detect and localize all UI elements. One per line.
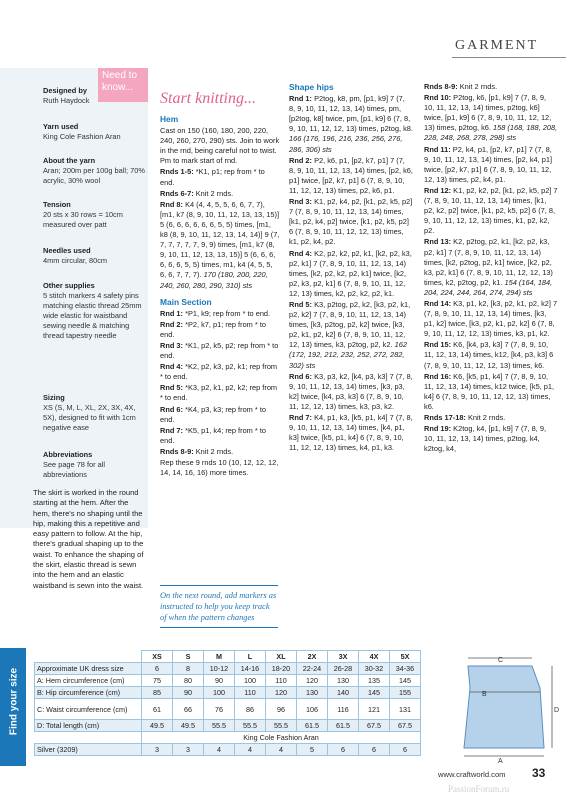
main-rnd-7: [160, 426, 280, 446]
row-label: Rnd 8:: [160, 199, 183, 209]
row-text: *P2, k7, p1; rep from * to end.: [160, 319, 266, 339]
size-header: M: [204, 651, 235, 663]
row-text: K6, [k4, p3, k3] 7 (7, 8, 9, 10, 11, 12, 13, 14) times, k12, [k4, p3, k3] 6 (7, 8, 9, 10, 11, 12, 12, 13) times, k6.: [424, 340, 554, 370]
table-cell: 80: [173, 675, 204, 687]
row-label: C: Waist circumference (cm): [35, 699, 142, 720]
main-repeat: Rep these 9 rnds 10 (10, 12, 12, 12, 14, 14, 16, 16) more times.: [160, 458, 279, 478]
shape-rnds-17-18: [424, 413, 558, 423]
row-text: P2tog, k8, pm, [p1, k9] 7 (7, 8, 9, 10, 11, 12, 13, 14) times, pm, [p2tog, k8] twice, pm, [p1, k9] 6 (7, 8, 9, 10, 11, 12, 12, 13) times, p2tog, k8.: [289, 94, 413, 134]
shape-rnd-11: [424, 145, 558, 185]
row-label: Rnd 6:: [160, 404, 183, 414]
table-cell: 155: [390, 687, 421, 699]
table-cell: 66: [173, 699, 204, 720]
need-to-know-badge: Need to know...: [98, 68, 148, 102]
row-text: K2tog, k4, [p1, k9] 7 (7, 8, 9, 10, 11, 12, 13, 14) times, p2tog, k4, k2tog, k4,: [424, 424, 547, 454]
table-cell: 4: [235, 744, 266, 756]
table-cell: 6: [142, 663, 173, 675]
table-cell: 120: [297, 675, 328, 687]
main-rnd-2: [160, 320, 280, 340]
table-cell: 30-32: [359, 663, 390, 675]
table-cell: 18-20: [266, 663, 297, 675]
row-label: Rnd 13:: [424, 237, 452, 247]
abbreviations-heading: Abbreviations: [43, 450, 93, 459]
row-label: Rnd 10:: [424, 93, 452, 103]
shape-rnd-14: [424, 299, 558, 339]
hem-rnds-6-7: [160, 189, 280, 199]
shape-rnd-16: [424, 372, 558, 412]
label-d: D: [554, 707, 560, 714]
shape-rnd-2: [289, 156, 413, 196]
size-header: S: [173, 651, 204, 663]
table-row: [35, 663, 421, 675]
main-rnd-5: [160, 383, 280, 403]
table-row: [35, 699, 421, 720]
yarn-row-label: King Cole Fashion Aran: [142, 732, 421, 744]
about-yarn-heading: About the yarn: [43, 156, 96, 165]
skirt-shape: [464, 666, 544, 748]
table-cell: 90: [173, 687, 204, 699]
table-row: [35, 675, 421, 687]
intro-paragraph: The skirt is worked in the round starting at the hem. After the hem, there's no shaping until the hip, making this a repetitive and easy pattern to follow. At the hip, there's gradual shaping up to the waist. To enhance the shaping of the skirt, elastic thread is sewn into the hem and an elastic waistband is sewn into the waist.: [33, 488, 144, 590]
row-label: Rnd 15:: [424, 340, 452, 350]
needles-block: [43, 246, 147, 266]
row-text: K1, p2, k4, p2, [k1, p2, k5, p2] 7 (7, 8, 9, 10, 11, 12, 13, 14) times, [k1, p2, k4, p2] twice, [k1, p2, k5, p2] 6 (7, 8, 9, 10, 11, 12, 12, 13) times, k1, p2, k4, p2.: [289, 197, 413, 247]
size-header: XL: [266, 651, 297, 663]
page-number: 33: [532, 766, 546, 780]
row-label: Rnd 1:: [289, 94, 312, 104]
row-text: P2tog, k6, [p1, k9] 7 (7, 8, 9, 10, 11, 12, 13, 14) times, p2tog, k6] twice, [p1, k9] 6 (7, 8, 9, 10, 11, 12, 12, 13) times, p2tog, k6.: [424, 93, 552, 133]
table-cell: 34-36: [390, 663, 421, 675]
skirt-schematic-diagram: [448, 652, 560, 764]
table-row: [35, 687, 421, 699]
row-text: K3, p2tog, p2, k2, [k3, p2, k1, p2, k2] 7 (7, 8, 9, 10, 11, 12, 13, 14) times, [k3, p2tog, p2, k2] twice, [k3, p2, k1, p2, k2] 6 (7, 8, 9, 10, 11, 12, 12, 13) times, k3, p2tog, p2, k2.: [289, 299, 411, 350]
size-header: 5X: [390, 651, 421, 663]
silver-row: [35, 744, 421, 756]
row-label: Rnd 12:: [424, 185, 452, 195]
size-header: 4X: [359, 651, 390, 663]
table-cell: 116: [328, 699, 359, 720]
table-cell: 55.5: [266, 720, 297, 732]
row-label: D: Total length (cm): [35, 720, 142, 732]
row-text: K3, p1, k2, [k3, p2, k1, p2, k2] 7 (7, 8, 9, 10, 11, 12, 13, 14) times, [k3, p1, k2] twice, [k3, p2, k1, p2, k2] 6 (7, 8, 9, 10, 11, 12, 12, 13) times, k3, p1, k2.: [424, 298, 558, 339]
table-cell: 5: [297, 744, 328, 756]
sizing-heading: Sizing: [43, 393, 65, 402]
tension-value: 20 sts x 30 rows = 10cm measured over patt: [43, 210, 123, 229]
table-cell: 100: [235, 675, 266, 687]
table-cell: 135: [359, 675, 390, 687]
shape-rnd-6: [289, 372, 413, 412]
table-cell: 140: [328, 687, 359, 699]
shape-hips-section: [289, 82, 413, 454]
row-label: Rnd 5:: [160, 383, 183, 393]
main-rnd-3: [160, 341, 280, 361]
table-cell: 110: [266, 675, 297, 687]
row-label: Rnds 1-5:: [160, 167, 194, 177]
table-row: [35, 720, 421, 732]
row-label: Rnd 7:: [289, 413, 312, 422]
size-header-row: [35, 651, 421, 663]
main-rnd-1: [160, 309, 280, 319]
row-text: K2, p2, k2, p2, k1, [k2, p2, k3, p2, k1] 7 (7, 8, 9, 10, 11, 12, 13, 14) times, [k2, p2, k2, p2, k1] twice, [k2, p2, k3, p2, k1] 6 (7, 8, 9, 10, 11, 12, 12, 13) times, k2, p2, k2, p2, k1.: [289, 248, 412, 298]
size-table: [34, 650, 421, 756]
row-label: Rnd 2:: [289, 155, 312, 165]
row-label: Rnd 6:: [289, 371, 312, 381]
row-text: K4, p1, k3, [k5, p1, k4] 7 (7, 8, 9, 10, 11, 12, 13, 14) times, [k4, p1, k3] twice, [k5, p1, k4] 6 (7, 8, 9, 10, 11, 12, 12, 13) times, k4, p1, k3.: [289, 413, 413, 453]
stitch-count: 170 (180, 200, 220, 240, 260, 280, 290, 310) sts: [160, 270, 268, 290]
table-cell: 49.5: [173, 720, 204, 732]
cast-on-text: Cast on 150 (160, 180, 200, 220, 240, 260, 270, 290) sts. Join to work in the rnd, being careful not to twist. Pm to mark start of rnd.: [160, 126, 280, 166]
table-cell: 145: [390, 675, 421, 687]
hem-rnds-1-5: [160, 167, 280, 187]
row-label: Approximate UK dress size: [35, 663, 142, 675]
designed-by-heading: Designed by: [43, 86, 87, 95]
stitch-count: 162 (172, 192, 212, 232, 252, 272, 282, 302) sts: [289, 340, 407, 370]
row-text: *P1, k9; rep from * to end.: [185, 308, 271, 318]
table-cell: 3: [142, 744, 173, 756]
needles-value: 4mm circular, 80cm: [43, 256, 108, 265]
row-label: Rnds 8-9:: [160, 446, 194, 456]
row-text: Knit 2 rnds.: [459, 82, 498, 91]
footer-url: www.craftworld.com: [438, 770, 506, 779]
yarn-row-blank: [35, 732, 142, 744]
row-text: Knit 2 rnds.: [195, 446, 234, 456]
row-label: Rnd 5:: [289, 299, 312, 309]
table-cell: 86: [235, 699, 266, 720]
yarn-value: King Cole Fashion Aran: [43, 132, 121, 141]
supplies-value: 5 stitch markers 4 safety pins matching elastic thread 25mm wide elastic for waistband sewing needle & matching thread tapestry needle: [43, 291, 142, 340]
table-cell: 55.5: [204, 720, 235, 732]
table-cell: 130: [297, 687, 328, 699]
table-cell: 22-24: [297, 663, 328, 675]
table-cell: 96: [266, 699, 297, 720]
about-yarn-block: [43, 156, 147, 186]
hem-section: [160, 114, 280, 479]
row-text: *K2, p2, k3, p2, k1; rep from * to end.: [160, 362, 278, 382]
sizing-block: [43, 393, 147, 433]
shape-rnd-12: [424, 186, 558, 236]
row-label: Rnd 7:: [160, 425, 183, 435]
table-cell: 120: [266, 687, 297, 699]
main-rnds-8-9: [160, 447, 280, 457]
shape-rnd-7: [289, 413, 413, 453]
row-text: K4 (4, 4, 5, 5, 6, 6, 7, 7), [m1, k7 (8, 9, 10, 11, 12, 13, 13, 15)] 5 (6, 6, 6, 6, 6, 6, 5, 5) times, [m1, k8 (8, 9, 10, 11, 12, 13, 14, 14)] 9 (7, 7, 7, 7, 7, 7, 9, 9) times, [m1, k7 (8, 9, 10, 11, 12, 13, 13, 15)] 5 (6, 6, 6, 6, 6, 6, 5, 5) times, m1, k4 (4, 5, 5, 6, 6, 7, 7, 7).: [160, 199, 280, 280]
table-cell: 100: [204, 687, 235, 699]
main-rnd-4: [160, 362, 280, 382]
row-label: Silver (3209): [35, 744, 142, 756]
row-label: Rnds 8-9:: [424, 82, 458, 91]
table-cell: 106: [297, 699, 328, 720]
row-text: P2, k4, p1, [p2, k7, p1] 7 (7, 8, 9, 10, 11, 12, 13, 14) times, [p2, k4, p1] twice, [p2, k7, p1] 6 (7, 8, 9, 10, 11, 12, 12, 13) times, p2, k4, p1.: [424, 144, 553, 184]
row-label: Rnd 1:: [160, 308, 183, 318]
row-label: Rnd 11:: [424, 144, 451, 154]
row-label: Rnd 3:: [289, 197, 312, 207]
row-label: Rnd 14:: [424, 298, 452, 308]
row-text: P2, k6, p1, [p2, k7, p1] 7 (7, 8, 9, 10, 11, 12, 13, 14) times, [p2, k6, p1] twice, [p2, k7, p1] 6 (7, 8, 9, 10, 11, 12, 12, 13) times, p2, k6, p1.: [289, 155, 413, 195]
table-cell: 6: [359, 744, 390, 756]
designed-by-block: [43, 86, 147, 106]
shape-rnd-10: [424, 93, 558, 143]
abbreviations-value: See page 78 for all abbreviations: [43, 460, 106, 479]
table-cell: 61.5: [328, 720, 359, 732]
table-cell: 55.5: [235, 720, 266, 732]
table-cell: 6: [390, 744, 421, 756]
row-text: *K5, p1, k4; rep from * to end.: [160, 425, 266, 445]
shape-rnd-1: [289, 94, 413, 155]
row-text: K2, p2tog, p2, k1, [k2, p2, k3, p2, k1] 7 (7, 8, 9, 10, 11, 12, 13, 14) times, [k2, p2tog, p2, k1] twice, [k2, p2, k3, p2, k1] 6 (7, 8, 9, 10, 11, 12, 12, 13) times, k2, p2tog, p2, k1.: [424, 237, 553, 287]
table-cell: 67.5: [359, 720, 390, 732]
row-label: Rnds 17-18:: [424, 413, 466, 422]
table-cell: 8: [173, 663, 204, 675]
yarn-heading: Yarn used: [43, 122, 79, 131]
table-cell: 61: [142, 699, 173, 720]
yarn-row: [35, 732, 421, 744]
row-label: Rnd 19:: [424, 424, 452, 434]
row-label: B: Hip circumference (cm): [35, 687, 142, 699]
section-label: GARMENT: [455, 38, 539, 53]
table-cell: 90: [204, 675, 235, 687]
row-text: *K1, p2, k5, p2; rep from * to end.: [160, 340, 279, 361]
table-cell: 3: [173, 744, 204, 756]
shape-hips-title: Shape hips: [289, 82, 334, 92]
row-text: K3, p3, k2, [k4, p3, k3] 7 (7, 8, 9, 10, 11, 12, 13, 14) times, [k3, p3, k2] twice, [k4, p3, k3] 6 (7, 8, 9, 10, 11, 12, 12, 13) times, k3, p3, k2.: [289, 371, 413, 411]
row-text: *K1, p1; rep from * to end.: [160, 167, 265, 187]
about-yarn-value: Aran; 200m per 100g ball; 70% acrylic, 30% wool: [43, 166, 145, 185]
tension-block: [43, 200, 147, 230]
table-cell: 130: [328, 675, 359, 687]
shape-hips-continued: [424, 82, 558, 455]
row-label: Rnd 2:: [160, 319, 183, 329]
shape-rnd-13: [424, 237, 558, 298]
row-text: *K4, p3, k3; rep from * to end.: [160, 404, 266, 424]
stitch-count: 154 (164, 184, 204, 224, 244, 264, 274, 294) sts: [424, 277, 553, 297]
shape-rnds-8-9: [424, 82, 558, 92]
table-cell: 85: [142, 687, 173, 699]
size-header: L: [235, 651, 266, 663]
find-your-size-tab: [0, 648, 26, 766]
table-cell: 14-16: [235, 663, 266, 675]
designer-name: Ruth Haydock: [43, 96, 90, 105]
hem-title: Hem: [160, 114, 179, 124]
row-text: *K3, p2, k1, p2, k2; rep from * to end.: [160, 383, 278, 403]
row-label: Rnd 4:: [160, 362, 183, 372]
table-cell: 61.5: [297, 720, 328, 732]
label-b: B: [482, 691, 487, 698]
table-cell: 145: [359, 687, 390, 699]
supplies-block: [43, 281, 147, 341]
table-cell: 26-28: [328, 663, 359, 675]
table-cell: 6: [328, 744, 359, 756]
needles-heading: Needles used: [43, 246, 91, 255]
marker-tip: On the next round, add markers as instructed to help you keep track of when the pattern changes: [160, 585, 278, 628]
supplies-heading: Other supplies: [43, 281, 95, 290]
shape-rnd-19: [424, 424, 558, 454]
table-cell: 4: [204, 744, 235, 756]
row-label: Rnds 6-7:: [160, 188, 194, 198]
watermark: PassionForum.ru: [448, 784, 510, 794]
table-cell: 110: [235, 687, 266, 699]
size-header-blank: [35, 651, 142, 663]
row-label: A: Hem circumference (cm): [35, 675, 142, 687]
row-text: Knit 2 rnds.: [195, 188, 234, 198]
label-a: A: [498, 758, 503, 764]
size-header: 3X: [328, 651, 359, 663]
stitch-count: 158 (168, 188, 208, 228, 248, 268, 278, 298) sts: [424, 123, 558, 143]
table-cell: 76: [204, 699, 235, 720]
start-knitting-heading: Start knitting...: [160, 90, 256, 107]
sizing-value: XS (S, M, L, XL, 2X, 3X, 4X, 5X), designed to fit with 1cm negative ease: [43, 403, 136, 432]
table-cell: 4: [266, 744, 297, 756]
shape-rnd-15: [424, 340, 558, 370]
row-text: K1, p2, k2, p2, [k1, p2, k5, p2] 7 (7, 8, 9, 10, 11, 12, 13, 14) times, [k1, p2, k2, p2] twice, [k1, p2, k5, p2] 6 (7, 8, 9, 10, 11, 12, 12, 13) times, k1, p2, k2, p2.: [424, 185, 558, 236]
yarn-block: [43, 122, 147, 142]
row-label: Rnd 4:: [289, 248, 312, 258]
main-rnd-6: [160, 405, 280, 425]
table-cell: 49.5: [142, 720, 173, 732]
abbreviations-block: [43, 450, 147, 480]
row-text: K6, [k5, p1, k4] 7 (7, 8, 9, 10, 11, 12, 13, 14) times, k12 twice, [k5, p1, k4] 6 (7, 8, 9, 10, 11, 12, 12, 13) times, k6.: [424, 371, 555, 411]
row-text: Knit 2 rnds.: [467, 413, 506, 422]
table-cell: 121: [359, 699, 390, 720]
stitch-count: 166 (176, 196, 216, 236, 256, 276, 286, 306) sts: [289, 134, 403, 154]
shape-rnd-4: [289, 249, 413, 299]
tension-heading: Tension: [43, 200, 71, 209]
table-cell: 75: [142, 675, 173, 687]
table-cell: 67.5: [390, 720, 421, 732]
row-label: Rnd 16:: [424, 371, 452, 381]
label-c: C: [498, 657, 504, 664]
table-cell: 10-12: [204, 663, 235, 675]
row-label: Rnd 3:: [160, 340, 183, 350]
shape-rnd-3: [289, 197, 413, 247]
table-cell: 131: [390, 699, 421, 720]
hem-rnd-8: [160, 200, 280, 291]
shape-rnd-5: [289, 300, 413, 371]
header-rule: [452, 57, 566, 58]
find-your-size-label: Find your size: [8, 667, 20, 736]
main-section-title: Main Section: [160, 296, 212, 307]
size-header: 2X: [297, 651, 328, 663]
size-header: XS: [142, 651, 173, 663]
